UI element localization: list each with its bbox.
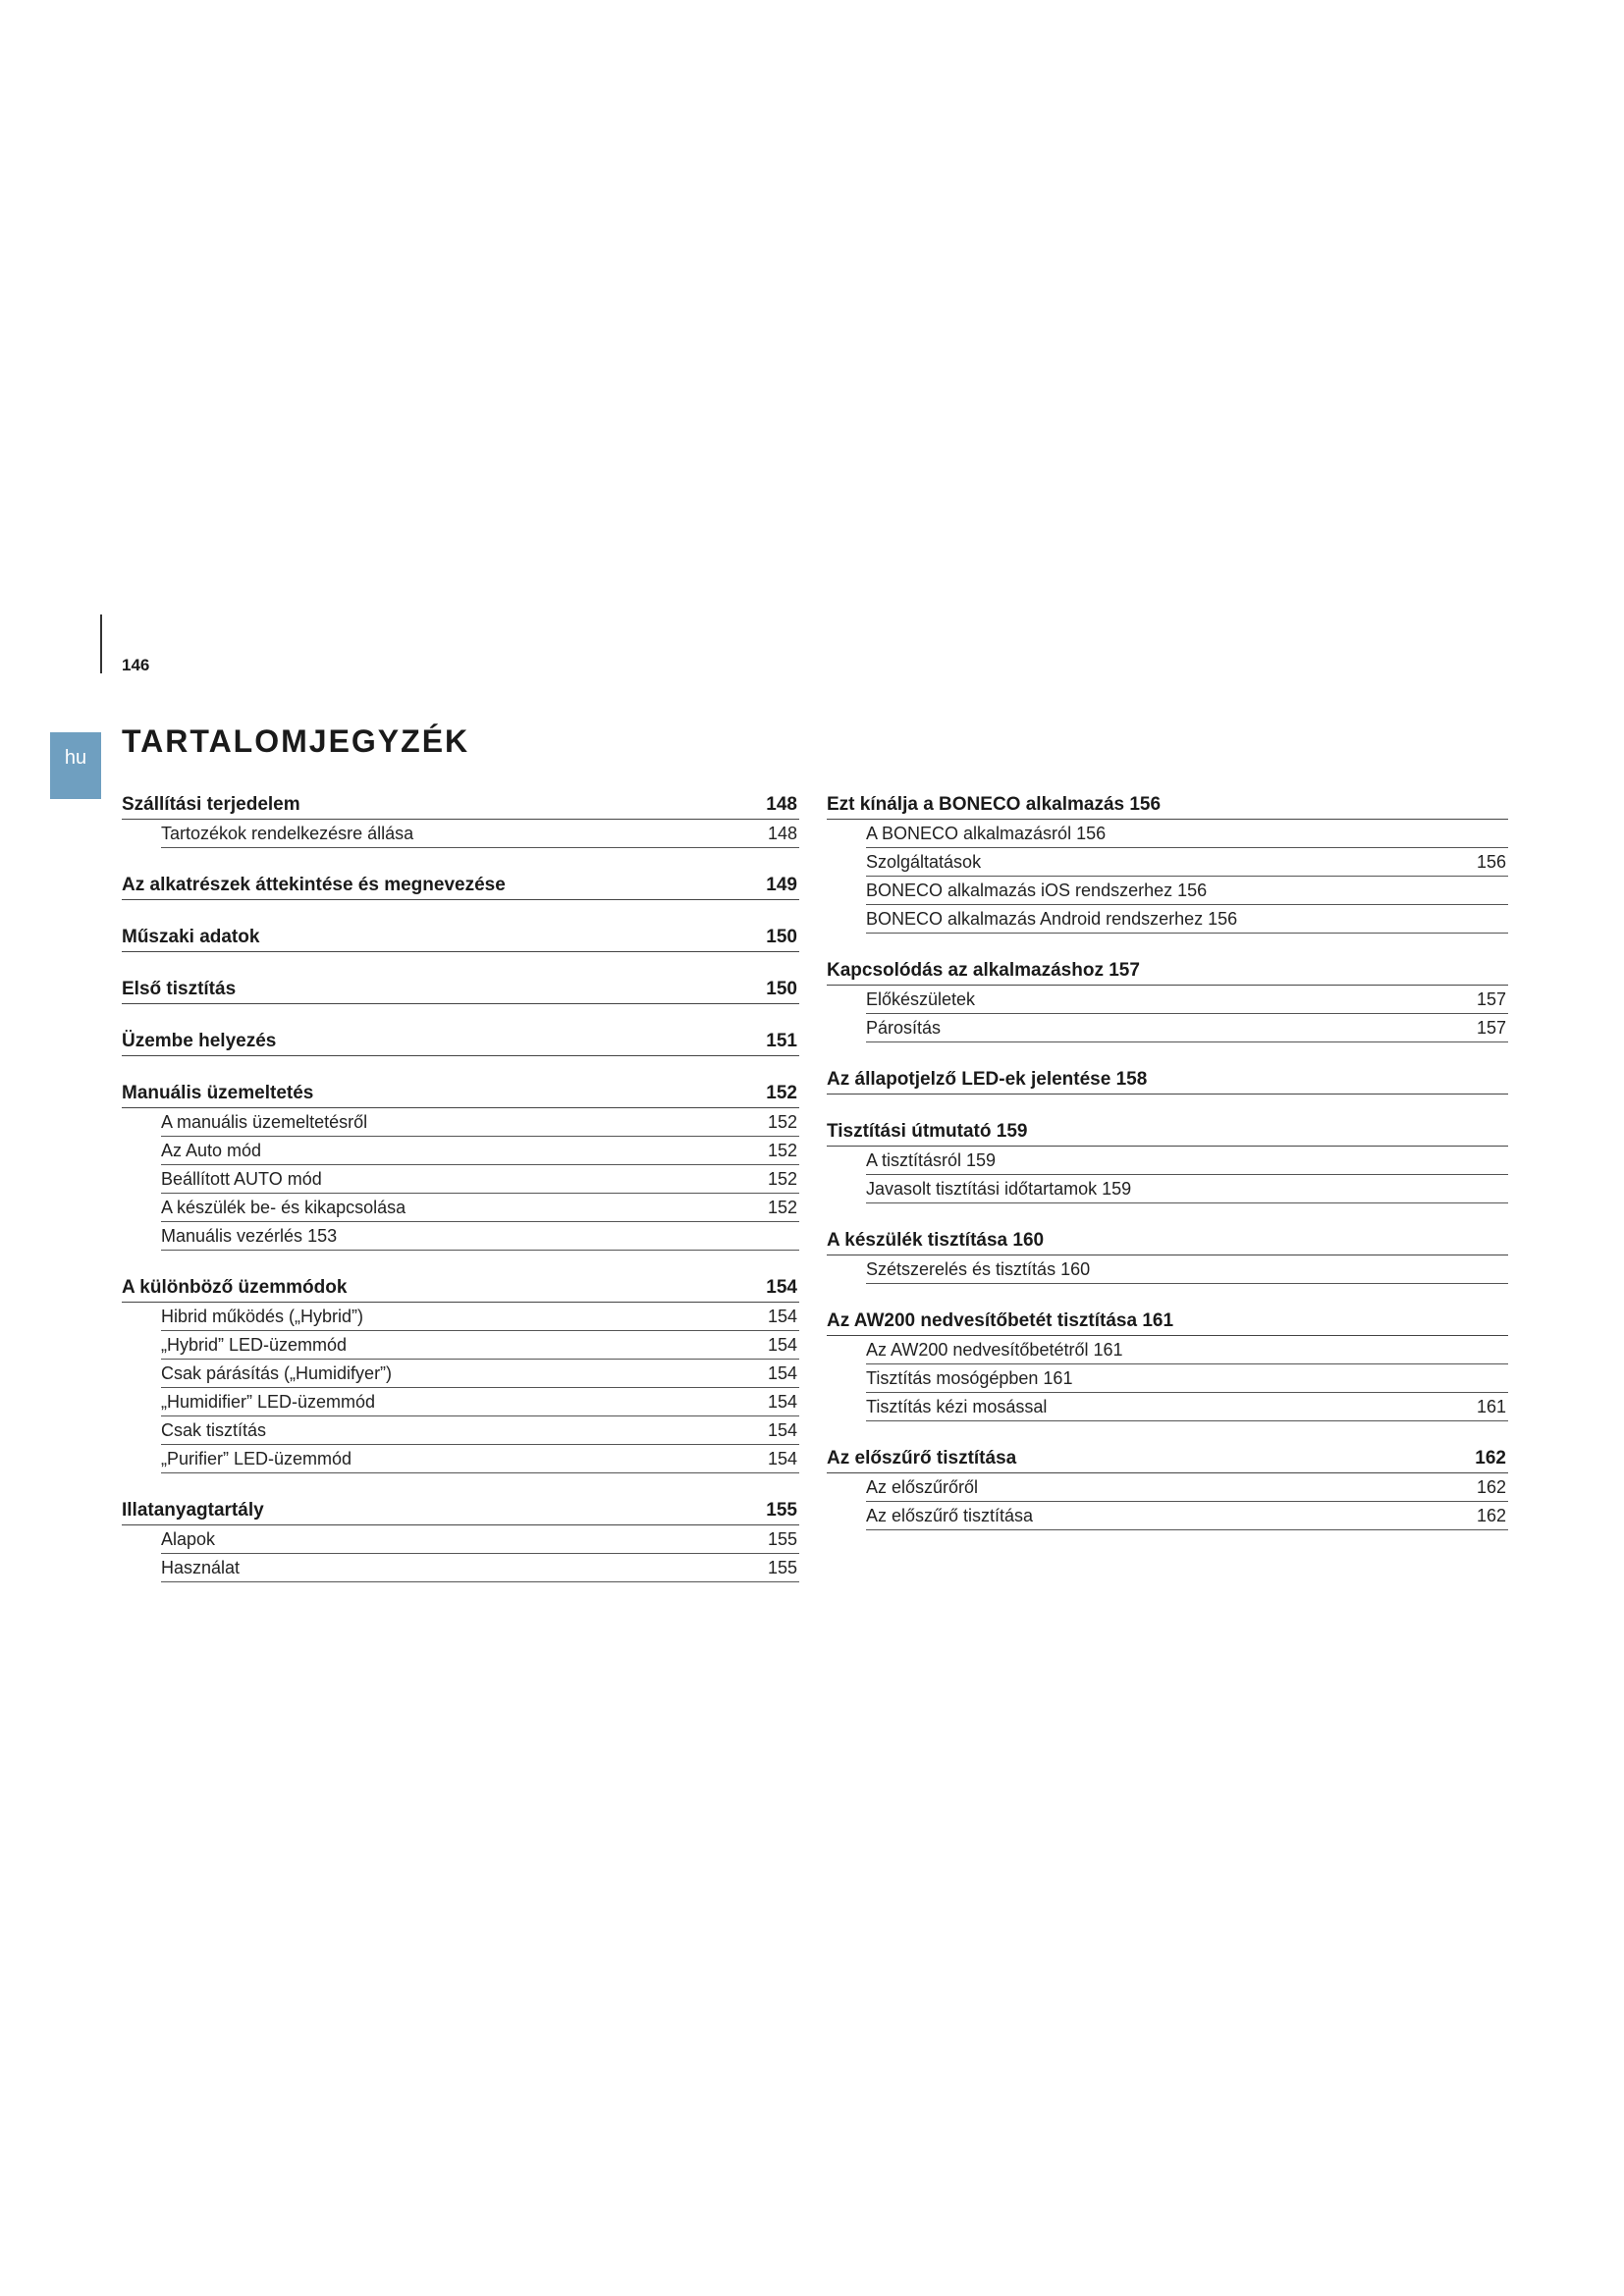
toc-section-page: 151	[766, 1031, 797, 1051]
toc-entry-label: Tisztítás mosógépben 161	[866, 1368, 1073, 1388]
toc-section-title: Műszaki adatok	[122, 927, 260, 947]
toc-entry-label: Az előszűrőről	[866, 1477, 979, 1497]
toc-entry[interactable]	[866, 1255, 1508, 1284]
toc-entry-label: Javasolt tisztítási időtartamok 159	[866, 1179, 1132, 1199]
toc-section	[827, 957, 1508, 1042]
toc-entry-page: 154	[767, 1307, 797, 1326]
toc-entry-label: A készülék be- és kikapcsolása	[161, 1198, 406, 1217]
toc-entry-label: A tisztításról 159	[866, 1150, 997, 1170]
toc-entry[interactable]	[161, 1360, 799, 1388]
toc-entry-page: 152	[767, 1112, 797, 1132]
toc-entry-label: Tisztítás kézi mosással	[866, 1397, 1048, 1416]
toc-entry-label: Szolgáltatások	[866, 852, 982, 872]
toc-entry[interactable]	[866, 986, 1508, 1014]
toc-section-heading[interactable]	[122, 1497, 799, 1525]
toc-section-heading[interactable]	[827, 1227, 1508, 1255]
toc-entry-page: 157	[1476, 1018, 1506, 1038]
toc-entry[interactable]	[161, 1416, 799, 1445]
toc-section	[122, 872, 799, 900]
toc-entry[interactable]	[866, 877, 1508, 905]
toc-section-heading[interactable]	[122, 791, 799, 820]
language-tab: hu	[50, 732, 101, 799]
toc-section-page: 148	[766, 794, 797, 815]
toc-entry-label: Csak párásítás („Humidifyer”)	[161, 1363, 393, 1383]
toc-entry-label: Manuális vezérlés 153	[161, 1226, 338, 1246]
toc-section-title: A készülék tisztítása 160	[827, 1230, 1045, 1251]
toc-entry-label: A BONECO alkalmazásról 156	[866, 824, 1107, 843]
toc-entry-page: 154	[767, 1449, 797, 1468]
toc-section-page: 149	[766, 875, 797, 895]
toc-section-title: Kapcsolódás az alkalmazáshoz 157	[827, 960, 1140, 981]
toc-entry-label: „Hybrid” LED-üzemmód	[161, 1335, 348, 1355]
toc-section	[122, 1497, 799, 1582]
toc-entry-label: Az AW200 nedvesítőbetétről 161	[866, 1340, 1123, 1360]
toc-section-heading[interactable]	[827, 1118, 1508, 1147]
toc-entry-page: 155	[767, 1529, 797, 1549]
toc-entry-page: 148	[767, 824, 797, 843]
toc-section-heading[interactable]	[122, 1080, 799, 1108]
toc-entry[interactable]	[866, 1336, 1508, 1364]
toc-entry-label: Az előszűrő tisztítása	[866, 1506, 1034, 1525]
toc-section-title: Az állapotjelző LED-ek jelentése 158	[827, 1069, 1148, 1090]
toc-entry-label: Hibrid működés („Hybrid”)	[161, 1307, 364, 1326]
toc-section-page: 154	[766, 1277, 797, 1298]
toc-entry[interactable]	[161, 1525, 799, 1554]
toc-entry-label: Használat	[161, 1558, 241, 1577]
page-number: 146	[122, 656, 150, 674]
toc-section-title: Üzembe helyezés	[122, 1031, 277, 1051]
toc-entry-label: Csak tisztítás	[161, 1420, 267, 1440]
toc-section-heading[interactable]	[827, 1308, 1508, 1336]
toc-entry[interactable]	[866, 1473, 1508, 1502]
toc-entry-label: „Humidifier” LED-üzemmód	[161, 1392, 376, 1412]
toc-entry-page: 154	[767, 1363, 797, 1383]
toc-entry-label: Előkészületek	[866, 989, 976, 1009]
toc-entry[interactable]	[866, 820, 1508, 848]
toc-entry-label: Tartozékok rendelkezésre állása	[161, 824, 414, 843]
toc-entry-page: 154	[767, 1392, 797, 1412]
toc-section-title: Az AW200 nedvesítőbetét tisztítása 161	[827, 1310, 1174, 1331]
toc-entry[interactable]	[866, 1393, 1508, 1421]
toc-section-title: Az alkatrészek áttekintése és megnevezése	[122, 875, 506, 895]
toc-entry[interactable]	[161, 1165, 799, 1194]
toc-section-page: 155	[766, 1500, 797, 1521]
toc-entry[interactable]	[161, 1445, 799, 1473]
toc-entry[interactable]	[161, 1137, 799, 1165]
toc-entry[interactable]	[161, 1194, 799, 1222]
toc-section-title: Manuális üzemeltetés	[122, 1083, 314, 1103]
toc-section-heading[interactable]	[827, 1445, 1508, 1473]
toc-entry[interactable]	[161, 820, 799, 848]
toc-section-title: Ezt kínálja a BONECO alkalmazás 156	[827, 794, 1162, 815]
toc-section-heading[interactable]	[122, 976, 799, 1004]
page-header-rule	[100, 614, 102, 673]
toc-entry-page: 155	[767, 1558, 797, 1577]
toc-entry[interactable]	[866, 1364, 1508, 1393]
toc-section	[827, 1118, 1508, 1203]
toc-section-heading[interactable]	[122, 1274, 799, 1303]
toc-left-column	[122, 791, 799, 1582]
toc-entry-page: 157	[1476, 989, 1506, 1009]
toc-entry-label: „Purifier” LED-üzemmód	[161, 1449, 352, 1468]
toc-section-heading[interactable]	[122, 872, 799, 900]
toc-entry-label: Alapok	[161, 1529, 216, 1549]
toc-section-title: Illatanyagtartály	[122, 1500, 264, 1521]
toc-entry[interactable]	[161, 1303, 799, 1331]
toc-entry-page: 162	[1476, 1477, 1506, 1497]
toc-section-page: 150	[766, 979, 797, 999]
toc-entry-label: A manuális üzemeltetésről	[161, 1112, 368, 1132]
toc-section	[122, 976, 799, 1004]
toc-entry-page: 162	[1476, 1506, 1506, 1525]
page-title: TARTALOMJEGYZÉK	[122, 723, 470, 759]
toc-entry-label: Szétszerelés és tisztítás 160	[866, 1259, 1091, 1279]
toc-entry[interactable]	[866, 1147, 1508, 1175]
toc-entry[interactable]	[866, 905, 1508, 934]
toc-entry-page: 152	[767, 1169, 797, 1189]
toc-section	[827, 1445, 1508, 1530]
toc-entry-page: 154	[767, 1420, 797, 1440]
toc-section-page: 152	[766, 1083, 797, 1103]
toc-section	[122, 1274, 799, 1473]
toc-section	[122, 791, 799, 848]
toc-entry-label: BONECO alkalmazás Android rendszerhez 156	[866, 909, 1238, 929]
toc-entry[interactable]	[161, 1222, 799, 1251]
toc-entry-page: 154	[767, 1335, 797, 1355]
toc-section	[122, 1028, 799, 1056]
toc-entry-label: BONECO alkalmazás iOS rendszerhez 156	[866, 881, 1208, 900]
toc-section-title: Első tisztítás	[122, 979, 237, 999]
toc-entry[interactable]	[866, 1014, 1508, 1042]
toc-entry[interactable]	[161, 1554, 799, 1582]
toc-section	[827, 791, 1508, 934]
toc-section-title: A különböző üzemmódok	[122, 1277, 348, 1298]
toc-entry[interactable]	[866, 848, 1508, 877]
toc-section	[122, 924, 799, 952]
toc-section-heading[interactable]	[122, 924, 799, 952]
toc-section	[827, 1308, 1508, 1421]
toc-entry-label: Beállított AUTO mód	[161, 1169, 322, 1189]
toc-entry-label: Az Auto mód	[161, 1141, 262, 1160]
toc-section-title: Szállítási terjedelem	[122, 794, 300, 815]
toc-section	[827, 1066, 1508, 1095]
toc-section-heading[interactable]	[122, 1028, 799, 1056]
toc-entry[interactable]	[161, 1388, 799, 1416]
toc-entry[interactable]	[866, 1175, 1508, 1203]
toc-section-title: Az előszűrő tisztítása	[827, 1448, 1017, 1468]
toc-entry[interactable]	[866, 1502, 1508, 1530]
toc-entry-page: 152	[767, 1198, 797, 1217]
toc-entry[interactable]	[161, 1331, 799, 1360]
toc-section	[827, 1227, 1508, 1284]
toc-section-page: 162	[1475, 1448, 1506, 1468]
toc-right-column	[827, 791, 1508, 1530]
toc-section-heading[interactable]	[827, 957, 1508, 986]
toc-section-heading[interactable]	[827, 1066, 1508, 1095]
toc-section-title: Tisztítási útmutató 159	[827, 1121, 1028, 1142]
toc-entry-label: Párosítás	[866, 1018, 942, 1038]
toc-entry-page: 152	[767, 1141, 797, 1160]
toc-entry-page: 161	[1476, 1397, 1506, 1416]
toc-entry[interactable]	[161, 1108, 799, 1137]
toc-section	[122, 1080, 799, 1251]
toc-section-heading[interactable]	[827, 791, 1508, 820]
toc-entry-page: 156	[1476, 852, 1506, 872]
toc-section-page: 150	[766, 927, 797, 947]
